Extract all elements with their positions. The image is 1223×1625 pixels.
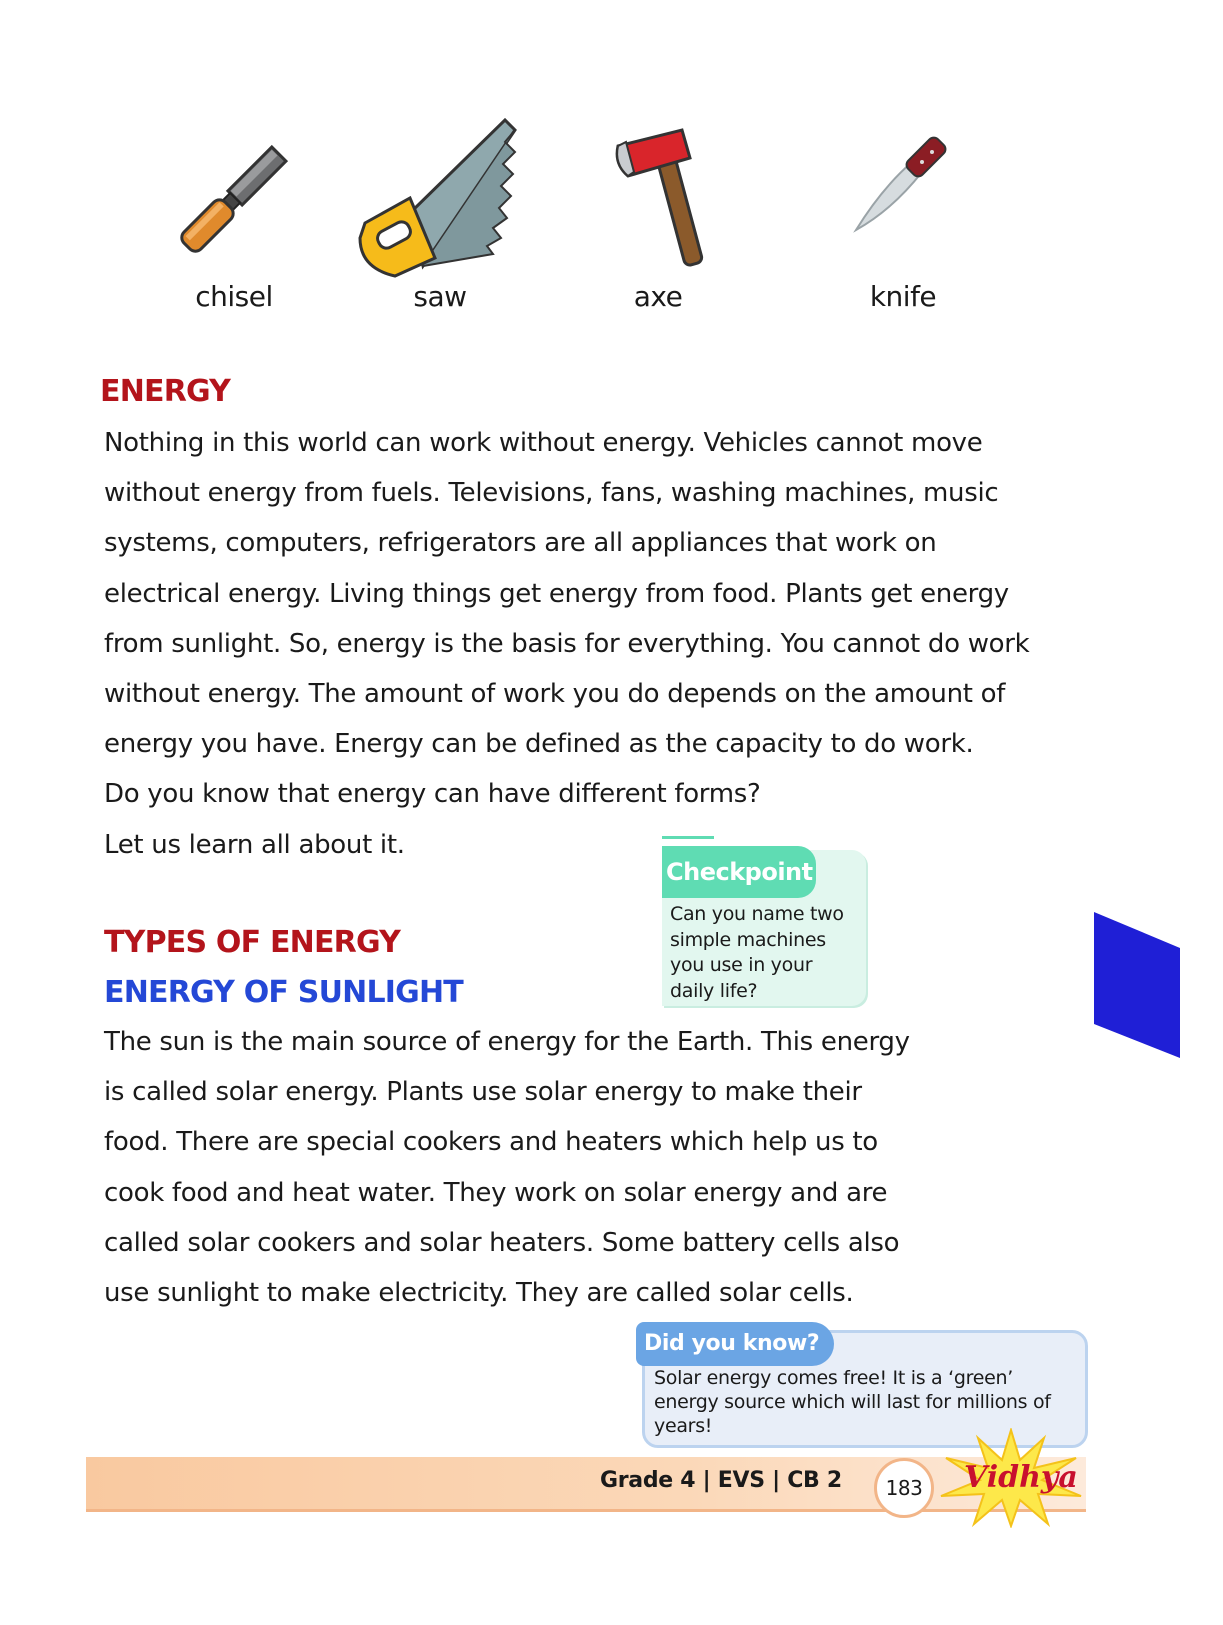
energy-line: Nothing in this world can work without energy. Vehicles cannot move (104, 428, 983, 458)
saw-label: saw (413, 280, 467, 313)
energy-line: without energy from fuels. Televisions, fans, washing machines, music (104, 478, 999, 509)
checkpoint-line: Can you name two (670, 903, 844, 925)
axe-image (612, 118, 812, 268)
energy-line: energy you have. Energy can be defined as the capacity to do work. (104, 729, 974, 760)
energy-paragraph (104, 418, 1029, 870)
checkpoint-line: you use in your (670, 954, 813, 976)
energy-heading: ENERGY (100, 374, 231, 409)
checkpoint-line: simple machines (670, 928, 826, 951)
energy-line: Let us learn all about it. (104, 829, 405, 860)
footer-grade-subject: Grade 4 | EVS | CB 2 (600, 1468, 842, 1493)
sunlight-line: is called solar energy. Plants use solar energy to make their (104, 1077, 862, 1108)
checkpoint-title: Checkpoint (662, 846, 816, 898)
sunlight-paragraph (104, 1017, 910, 1318)
did-you-know-line: years! (654, 1415, 713, 1437)
axe-label: axe (633, 280, 683, 313)
types-of-energy-heading: TYPES OF ENERGY (104, 925, 401, 960)
sunlight-line: food. There are special cookers and heaters which help us to (104, 1127, 878, 1158)
checkpoint-accent-line (662, 836, 714, 839)
energy-line: from sunlight. So, energy is the basis for everything. You cannot do work (104, 628, 1030, 659)
did-you-know-title: Did you know? (636, 1322, 834, 1366)
energy-line: systems, computers, refrigerators are all appliances that work on (104, 528, 937, 559)
did-you-know-line: energy source which will last for millions of (654, 1391, 1051, 1413)
sunlight-line: cook food and heat water. They work on solar energy and are (104, 1177, 888, 1208)
knife-image (852, 118, 1052, 268)
chapter-side-tab (1094, 912, 1223, 1058)
sunlight-line: The sun is the main source of energy for the Earth. This energy (104, 1027, 910, 1057)
energy-of-sunlight-heading: ENERGY OF SUNLIGHT (104, 975, 463, 1010)
sunlight-line: use sunlight to make electricity. They are called solar cells. (104, 1278, 854, 1309)
energy-line: without energy. The amount of work you do depends on the amount of (104, 679, 1006, 710)
checkpoint-text (670, 902, 866, 1004)
energy-line: Do you know that energy can have different forms? (104, 779, 761, 810)
energy-line: electrical energy. Living things get energy from food. Plants get energy (104, 578, 1009, 609)
sunlight-line: called solar cookers and solar heaters. Some battery cells also (104, 1227, 900, 1258)
knife-label: knife (869, 280, 937, 313)
checkpoint-line: daily life? (670, 979, 758, 1002)
did-you-know-box (636, 1322, 1088, 1444)
checkpoint-box (662, 836, 872, 1008)
chisel-image (170, 118, 370, 268)
did-you-know-line: Solar energy comes free! It is a ‘green’ (654, 1367, 1013, 1389)
saw-image (355, 118, 555, 268)
page-number: 183 (874, 1458, 934, 1518)
vidhya-logo-text: Vidhya (964, 1460, 1078, 1495)
chisel-label: chisel (195, 280, 273, 313)
